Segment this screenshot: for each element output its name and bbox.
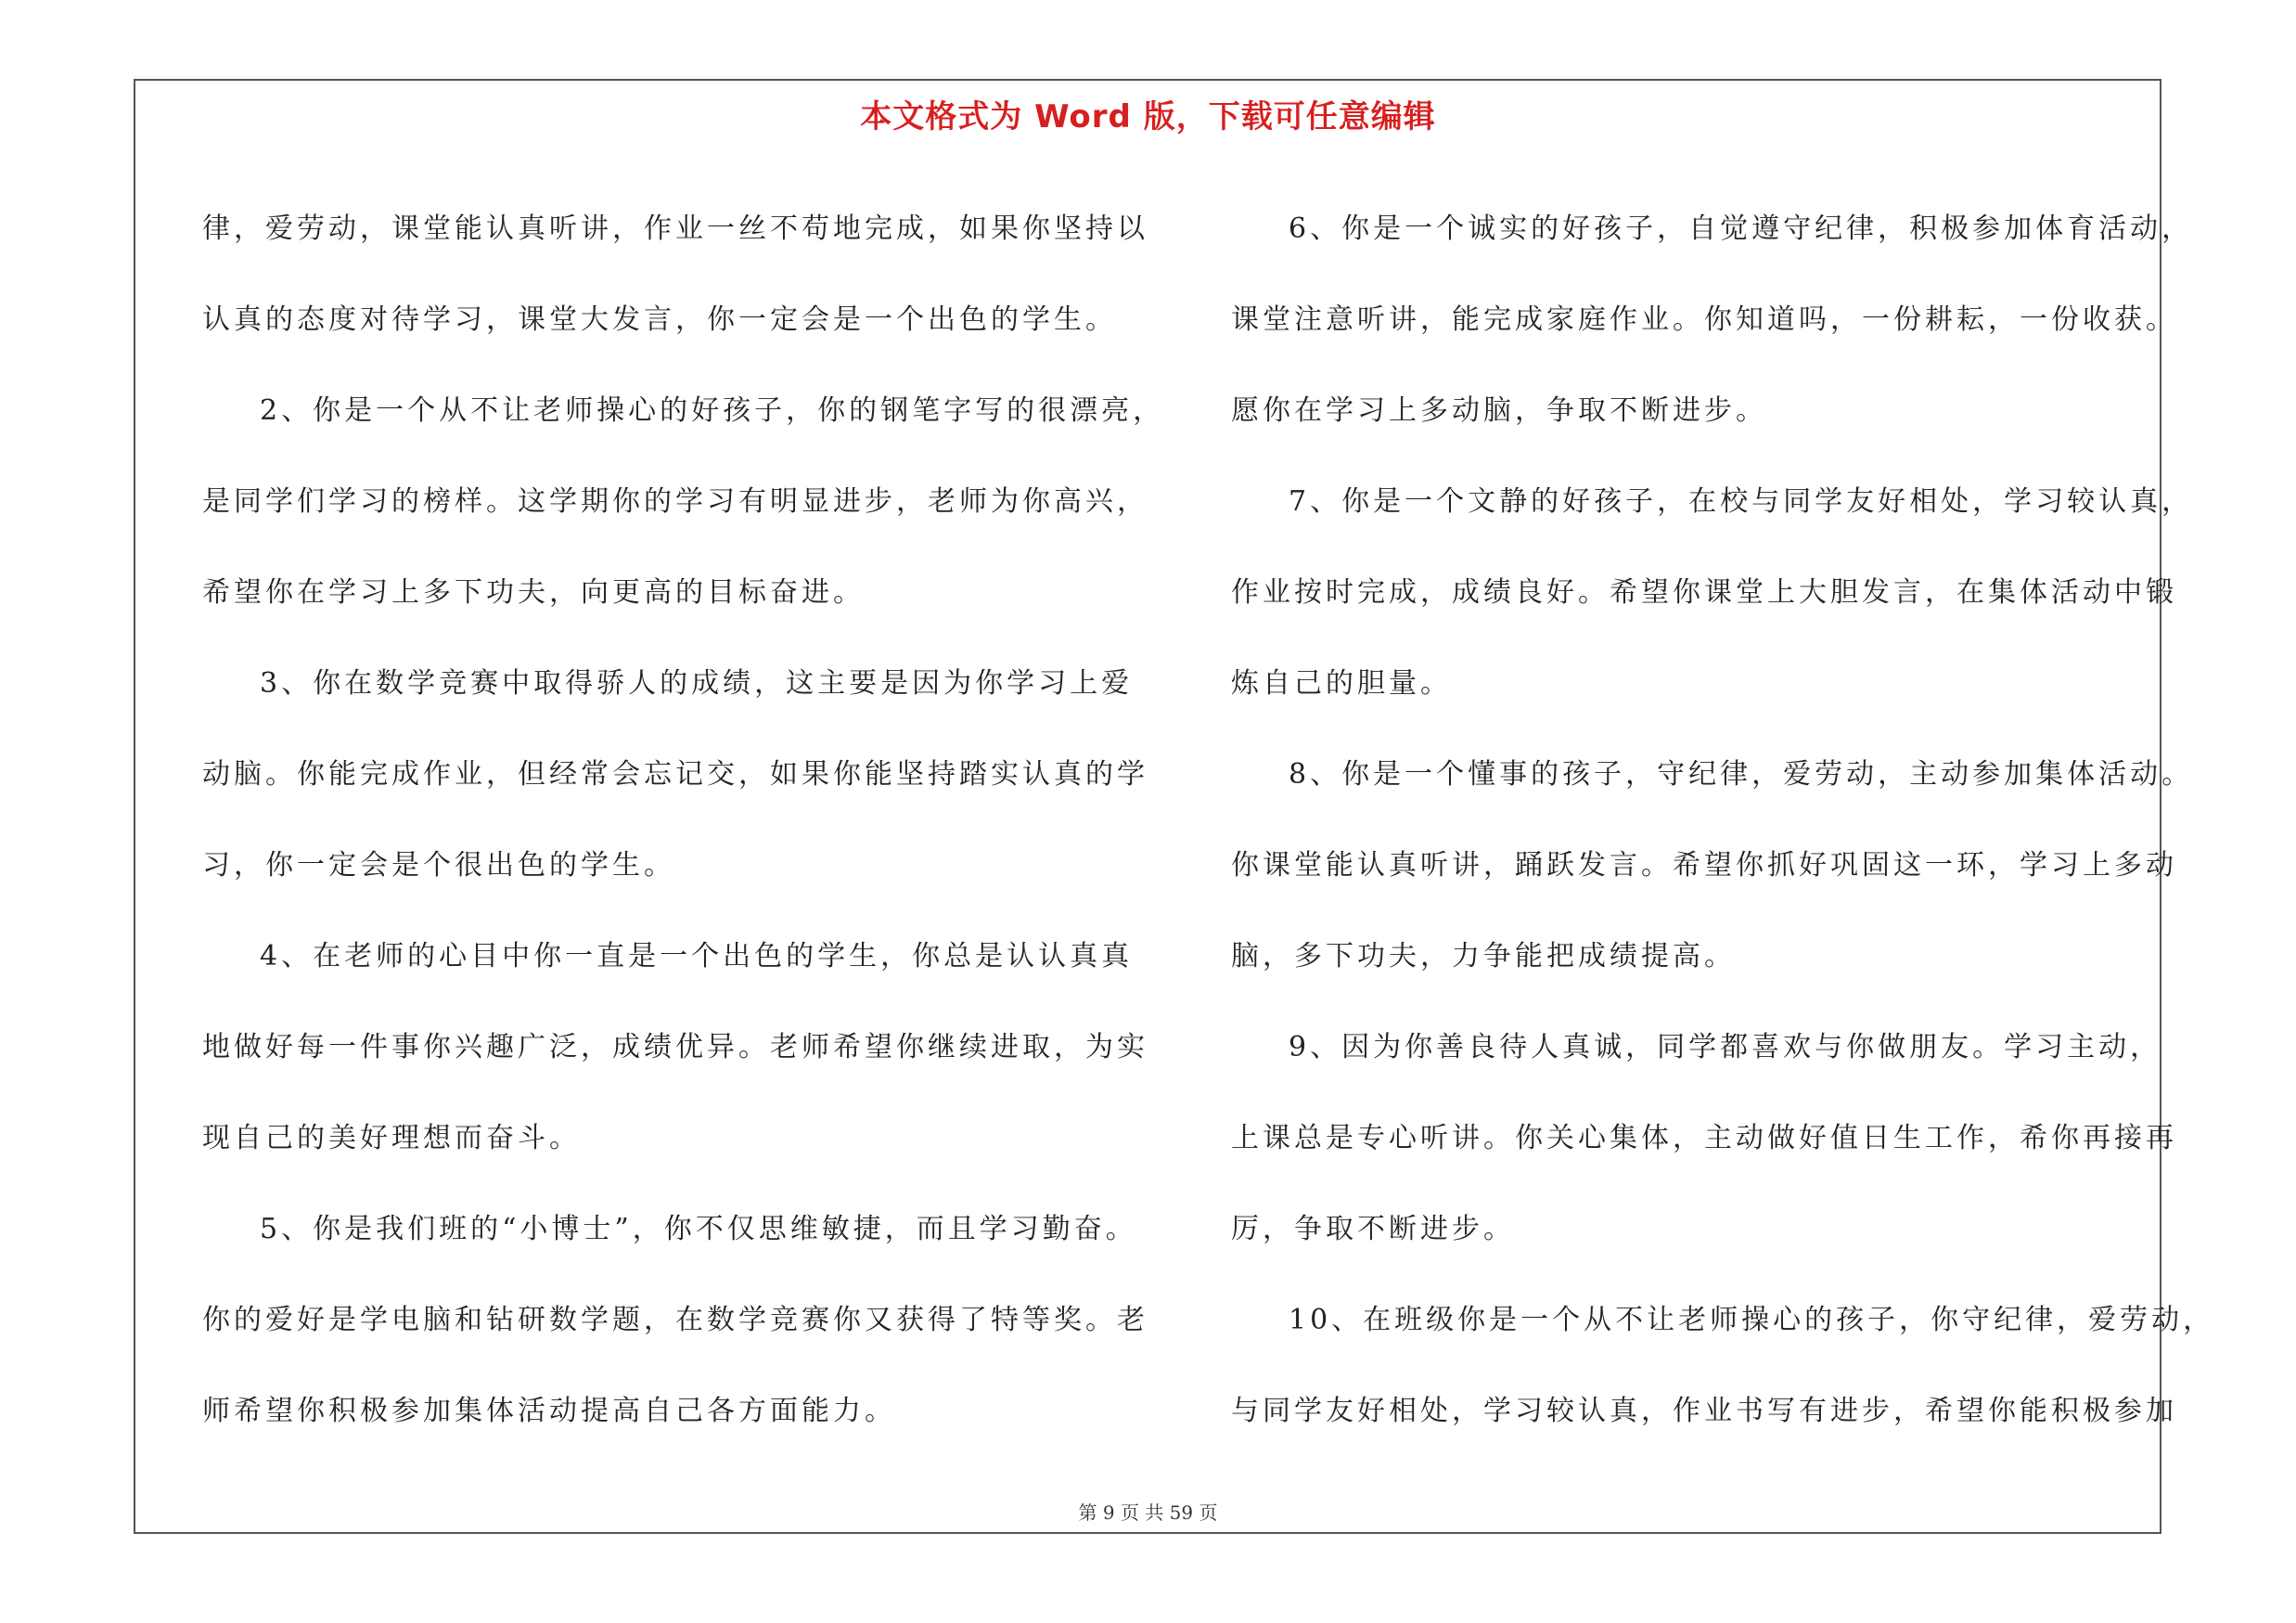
text-line: 你课堂能认真听讲，踊跃发言。希望你抓好巩固这一环，学习上多动 <box>1231 849 2177 882</box>
text-line: 认真的态度对待学习，课堂大发言，你一定会是一个出色的学生。 <box>202 303 1117 336</box>
right-column <box>1231 184 2215 1457</box>
left-column <box>202 184 1165 1457</box>
text-line: 脑，多下功夫，力争能把成绩提高。 <box>1231 940 1736 973</box>
text-line: 愿你在学习上多动脑，争取不断进步。 <box>1231 394 1767 427</box>
text-line: 是同学们学习的榜样。这学期你的学习有明显进步，老师为你高兴， <box>202 485 1148 518</box>
text-line: 作业按时完成，成绩良好。希望你课堂上大胆发言，在集体活动中锻 <box>1231 576 2177 609</box>
text-line: 上课总是专心听讲。你关心集体，主动做好值日生工作，希你再接再 <box>1231 1122 2177 1154</box>
text-line: 律，爱劳动，课堂能认真听讲，作业一丝不苟地完成，如果你坚持以 <box>202 213 1148 245</box>
page-number-footer: 第 9 页 共 59 页 <box>1078 1501 1218 1524</box>
text-line: 厉，争取不断进步。 <box>1231 1213 1515 1245</box>
text-line: 习，你一定会是个很出色的学生。 <box>202 849 675 882</box>
text-line: 师希望你积极参加集体活动提高自己各方面能力。 <box>202 1395 896 1427</box>
text-line: 现自己的美好理想而奋斗。 <box>202 1122 581 1154</box>
text-line: 希望你在学习上多下功夫，向更高的目标奋进。 <box>202 576 865 609</box>
text-line: 与同学友好相处，学习较认真，作业书写有进步，希望你能积极参加 <box>1231 1395 2177 1427</box>
text-line: 2、你是一个从不让老师操心的好孩子，你的钢笔字写的很漂亮， <box>260 394 1165 427</box>
text-line: 课堂注意听讲，能完成家庭作业。你知道吗，一份耕耘，一份收获。 <box>1231 303 2177 336</box>
text-line: 10、在班级你是一个从不让老师操心的孩子，你守纪律，爱劳动， <box>1289 1304 2215 1336</box>
text-line: 地做好每一件事你兴趣广泛，成绩优异。老师希望你继续进取，为实 <box>202 1031 1148 1063</box>
text-line: 6、你是一个诚实的好孩子，自觉遵守纪律，积极参加体育活动， <box>1289 213 2194 245</box>
text-line: 炼自己的胆量。 <box>1231 667 1452 700</box>
text-line: 动脑。你能完成作业，但经常会忘记交，如果你能坚持踏实认真的学 <box>202 758 1148 791</box>
text-line: 你的爱好是学电脑和钻研数学题，在数学竞赛你又获得了特等奖。老 <box>202 1304 1148 1336</box>
text-line: 8、你是一个懂事的孩子，守纪律，爱劳动，主动参加集体活动。 <box>1289 758 2194 791</box>
text-line: 7、你是一个文静的好孩子，在校与同学友好相处，学习较认真， <box>1289 485 2194 518</box>
text-line: 9、因为你善良待人真诚，同学都喜欢与你做朋友。学习主动， <box>1289 1031 2162 1063</box>
format-banner: 本文格式为 Word 版，下载可任意编辑 <box>860 98 1436 135</box>
text-line: 4、在老师的心目中你一直是一个出色的学生，你总是认认真真 <box>260 940 1134 973</box>
text-line: 5、你是我们班的“小博士”，你不仅思维敏捷，而且学习勤奋。 <box>260 1213 1137 1245</box>
text-line: 3、你在数学竞赛中取得骄人的成绩，这主要是因为你学习上爱 <box>260 667 1134 700</box>
